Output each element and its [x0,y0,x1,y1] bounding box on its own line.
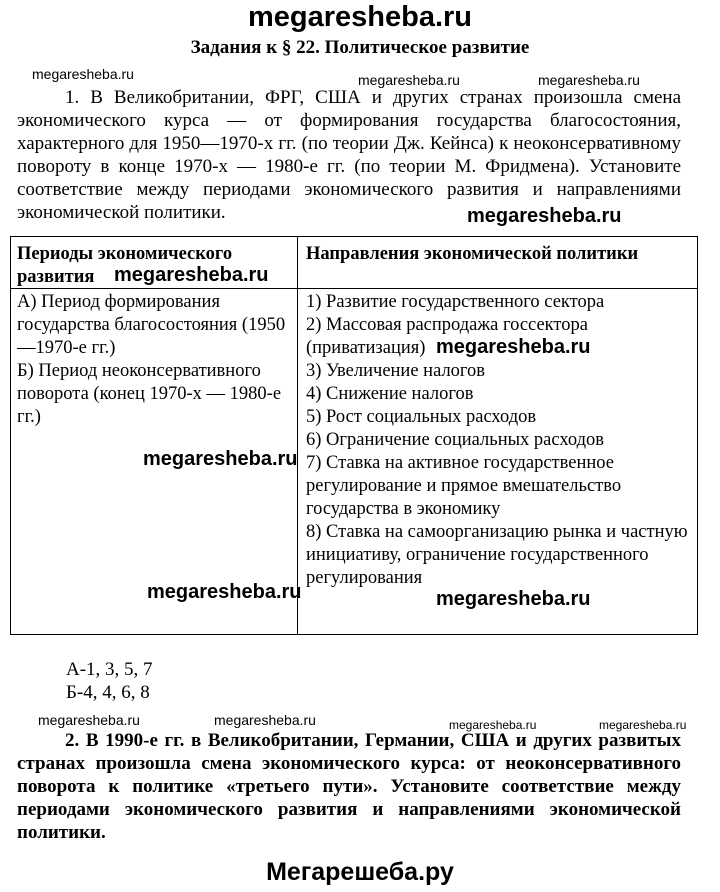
table-column-divider [297,236,298,635]
watermark: megaresheba.ru [32,66,134,82]
direction-1: 1) Развитие государственного сектора [306,292,605,312]
direction-5: 5) Рост социальных расходов [306,407,537,427]
direction-7: 7) Ставка на активное государственное регулирование и прямое вмешательство государства в экономику [306,453,622,519]
direction-6: 6) Ограничение социальных расходов [306,430,604,450]
answer-b: Б-4, 4, 6, 8 [66,682,150,703]
direction-8: 8) Ставка на самоорганизацию рынка и частную инициативу, ограничение государственного регулирования [306,522,688,588]
watermark: megaresheba.ru [436,336,591,358]
table-header-directions: Направления экономической политики [306,244,639,264]
period-a: А) Период формирования государства благосостояния (1950—1970-е гг.) [17,292,286,358]
watermark: megaresheba.ru [449,718,537,732]
watermark: megaresheba.ru [599,718,687,732]
watermark: megaresheba.ru [467,205,622,227]
site-watermark-bottom: Мегарешеба.ру [266,858,454,886]
table-border-top [10,236,698,237]
watermark: megaresheba.ru [38,712,140,728]
table-header-periods: Периоды экономического развития [17,244,233,287]
watermark: megaresheba.ru [538,72,640,88]
watermark: megaresheba.ru [214,712,316,728]
watermark: megaresheba.ru [114,264,269,286]
watermark: megaresheba.ru [436,588,591,610]
period-b: Б) Период неоконсервативного поворота (конец 1970-х — 1980-е гг.) [17,361,282,427]
watermark: megaresheba.ru [358,72,460,88]
direction-2: 2) Массовая распродажа госсектора (приватизация) [306,315,588,358]
section-heading: Задания к § 22. Политическое развитие [190,37,530,58]
direction-4: 4) Снижение налогов [306,384,474,404]
site-watermark-top: megaresheba.ru [247,1,473,33]
answer-a: А-1, 3, 5, 7 [66,659,153,680]
table-border-left [10,236,11,635]
task-2-text: 2. В 1990-е гг. в Великобритании, Германии, США и других развитых странах произошла смена экономического курса: от неоконсервативного поворота к политике «третьего пути». Установите соответствие между периодами экономического развития и направлениями экономической политики. [17,730,681,843]
watermark: megaresheba.ru [143,448,298,470]
watermark: megaresheba.ru [147,581,302,603]
direction-3: 3) Увеличение налогов [306,361,486,381]
table-border-right [697,236,698,635]
task-1-text: 1. В Великобритании, ФРГ, США и других странах произошла смена экономического курса — от формирования государства благосостояния, характерного для 1950—1970-х гг. (по теории Дж. Кейнса) к неоконсервативному повороту в конце 1970-х — 1980-е гг. (по теории М. Фридмена). Установите соответствие между периодами экономического развития и направлениями экономической политики. [17,87,681,223]
table-border-bottom [10,634,698,635]
